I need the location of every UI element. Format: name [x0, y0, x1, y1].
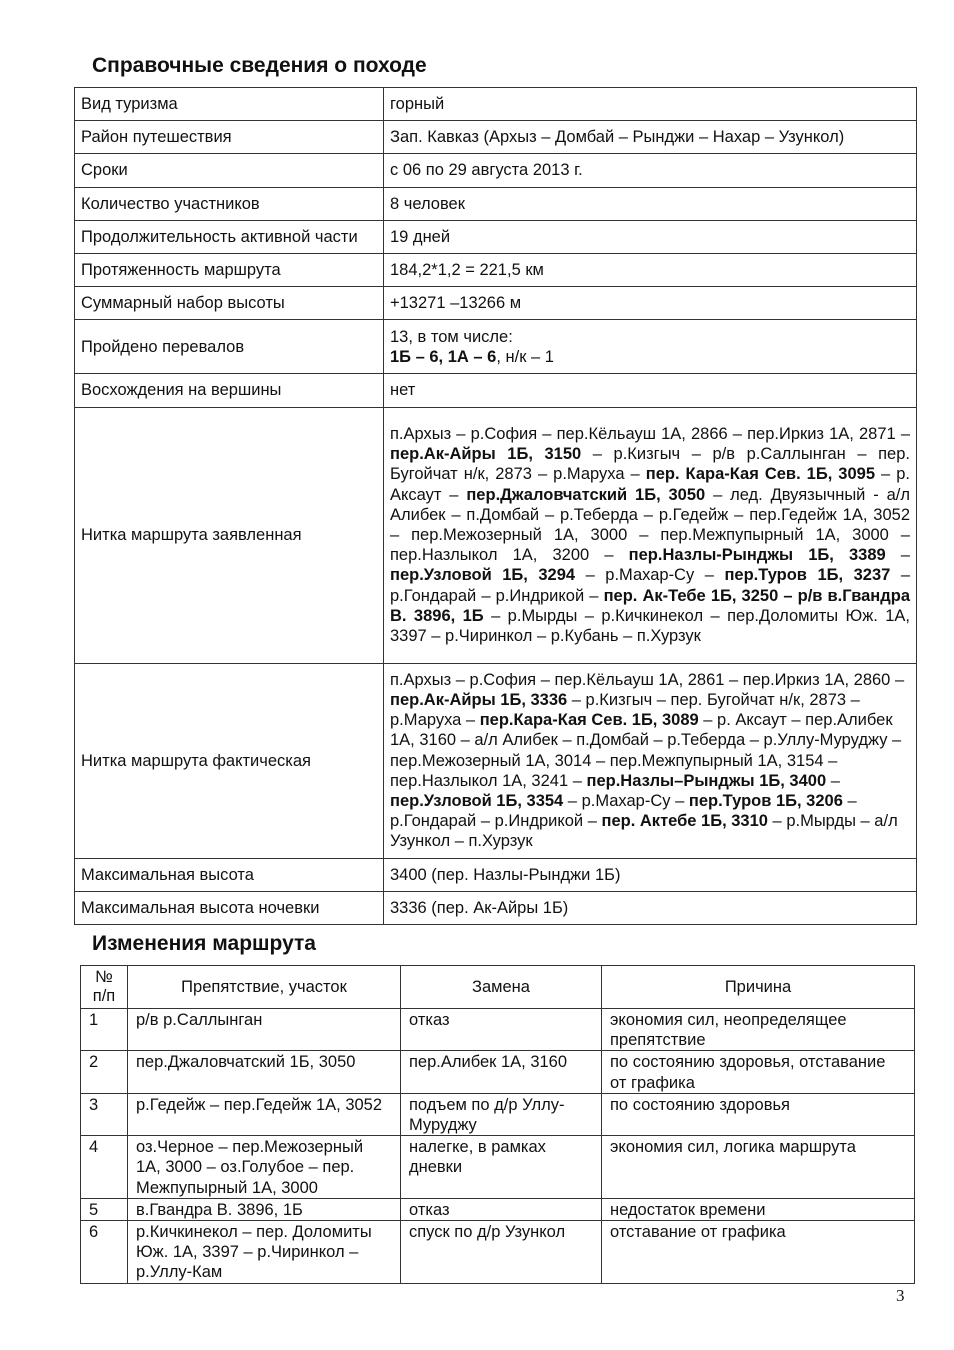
page-number: 3 — [896, 1286, 905, 1305]
cell-num: 2 — [81, 1051, 128, 1093]
cell-replacement: спуск по д/р Узункол — [401, 1221, 602, 1284]
table-row — [81, 1093, 915, 1135]
row-label: Максимальная высота — [75, 858, 384, 891]
table-row — [75, 320, 917, 374]
row-label: Максимальная высота ночевки — [75, 891, 384, 924]
table-row — [75, 891, 917, 924]
passes-breakdown-bold: 1Б – 6, 1А – 6 — [390, 347, 497, 366]
table-row — [81, 1009, 915, 1051]
table-row — [75, 121, 917, 154]
row-label: Протяженность маршрута — [75, 254, 384, 287]
cell-obstacle: в.Гвандра В. 3896, 1Б — [128, 1198, 401, 1220]
row-label: Нитка маршрута фактическая — [75, 663, 384, 858]
row-label: Продолжительность активной части — [75, 220, 384, 253]
cell-num: 6 — [81, 1221, 128, 1284]
cell-reason: недостаток времени — [602, 1198, 915, 1220]
table-row — [75, 407, 917, 663]
section-title-changes: Изменения маршрута — [92, 932, 316, 955]
cell-num: 3 — [81, 1093, 128, 1135]
row-label: Суммарный набор высоты — [75, 287, 384, 320]
cell-obstacle: р/в р.Саллынган — [128, 1009, 401, 1051]
passes-total: 13, в том числе: — [390, 327, 513, 346]
row-value: 3336 (пер. Ак-Айры 1Б) — [384, 891, 917, 924]
cell-obstacle: оз.Черное – пер.Межозерный 1А, 3000 – оз.Голубое – пер. Межпупырный 1А, 3000 — [128, 1136, 401, 1199]
table-row — [81, 1221, 915, 1284]
trip-info-table — [74, 87, 917, 925]
col-header-obstacle: Препятствие, участок — [128, 966, 401, 1009]
cell-replacement: отказ — [401, 1009, 602, 1051]
row-value — [384, 320, 917, 374]
row-value: Зап. Кавказ (Архыз – Домбай – Рынджи – Нахар – Узункол) — [384, 121, 917, 154]
passes-breakdown: , н/к – 1 — [496, 347, 554, 366]
row-label: Количество участников — [75, 187, 384, 220]
table-row — [75, 88, 917, 121]
cell-obstacle: р.Гедейж – пер.Гедейж 1А, 3052 — [128, 1093, 401, 1135]
cell-reason: по состоянию здоровья — [602, 1093, 915, 1135]
table-row — [75, 287, 917, 320]
row-value: нет — [384, 374, 917, 407]
row-value: 8 человек — [384, 187, 917, 220]
row-label: Восхождения на вершины — [75, 374, 384, 407]
cell-num: 5 — [81, 1198, 128, 1220]
cell-replacement: пер.Алибек 1А, 3160 — [401, 1051, 602, 1093]
cell-num: 4 — [81, 1136, 128, 1199]
row-label: Район путешествия — [75, 121, 384, 154]
row-label: Сроки — [75, 154, 384, 187]
row-value: с 06 по 29 августа 2013 г. — [384, 154, 917, 187]
row-value: +13271 –13266 м — [384, 287, 917, 320]
col-header-num: № п/п — [81, 966, 128, 1009]
cell-reason: по состоянию здоровья, отставание от графика — [602, 1051, 915, 1093]
table-row — [75, 663, 917, 858]
row-label: Нитка маршрута заявленная — [75, 407, 384, 663]
row-value: 3400 (пер. Назлы-Рынджи 1Б) — [384, 858, 917, 891]
table-row — [81, 1198, 915, 1220]
route-actual: п.Архыз – р.София – пер.Кёльауш 1А, 2861 – пер.Иркиз 1А, 2860 – пер.Ак-Айры 1Б, 3336 – р.Кизгыч – пер. Бугойчат н/к, 2873 – р.Маруха – пер.Кара-Кая Сев. 1Б, 3089 – р. Аксаут – пер.Алибек 1А, 3160 – а/л Алибек – п.Домбай – р.Теберда – р.Уллу-Муруджу – пер.Межозерный 1А, 3014 – пер.Межпупырный 1А, 3154 – пер.Назлыкол 1А, 3241 – пер.Назлы–Рынджы 1Б, 3400 – пер.Узловой 1Б, 3354 – р.Махар-Су – пер.Туров 1Б, 3206 – р.Гондарай – р.Индрикой – пер. Актебе 1Б, 3310 – р.Мырды – а/л Узункол – п.Хурзук — [384, 663, 917, 858]
row-value: 184,2*1,2 = 221,5 км — [384, 254, 917, 287]
table-row — [75, 858, 917, 891]
table-header-row — [81, 966, 915, 1009]
table-row — [75, 254, 917, 287]
row-value: 19 дней — [384, 220, 917, 253]
cell-replacement: отказ — [401, 1198, 602, 1220]
cell-replacement: подъем по д/р Уллу-Муруджу — [401, 1093, 602, 1135]
cell-reason: экономия сил, логика маршрута — [602, 1136, 915, 1199]
table-row — [75, 374, 917, 407]
table-row — [81, 1051, 915, 1093]
cell-obstacle: р.Кичкинекол – пер. Доломиты Юж. 1А, 3397 – р.Чиринкол – р.Уллу-Кам — [128, 1221, 401, 1284]
cell-replacement: налегке, в рамках дневки — [401, 1136, 602, 1199]
route-planned: п.Архыз – р.София – пер.Кёльауш 1А, 2866 – пер.Иркиз 1А, 2871 – пер.Ак-Айры 1Б, 3150 – р.Кизгыч – р/в р.Саллынган – пер. Бугойчат н/к, 2873 – р.Маруха – пер. Кара-Кая Сев. 1Б, 3095 – р. Аксаут – пер.Джаловчатский 1Б, 3050 – лед. Двуязычный - а/л Алибек – п.Домбай – р.Теберда – р.Гедейж – пер.Гедейж 1А, 3052 – пер.Межозерный 1А, 3000 – пер.Межпупырный 1А, 3000 – пер.Назлыкол 1А, 3200 – пер.Назлы-Рынджы 1Б, 3389 – пер.Узловой 1Б, 3294 – р.Махар-Су – пер.Туров 1Б, 3237 – р.Гондарай – р.Индрикой – пер. Ак-Тебе 1Б, 3250 – р/в в.Гвандра В. 3896, 1Б – р.Мырды – р.Кичкинекол – пер.Доломиты Юж. 1А, 3397 – р.Чиринкол – р.Кубань – п.Хурзук — [384, 407, 917, 663]
col-header-reason: Причина — [602, 966, 915, 1009]
cell-obstacle: пер.Джаловчатский 1Б, 3050 — [128, 1051, 401, 1093]
table-row — [75, 154, 917, 187]
row-value: горный — [384, 88, 917, 121]
cell-num: 1 — [81, 1009, 128, 1051]
table-row — [75, 220, 917, 253]
table-row — [81, 1136, 915, 1199]
cell-reason: экономия сил, неопределящее препятствие — [602, 1009, 915, 1051]
cell-reason: отставание от графика — [602, 1221, 915, 1284]
section-title-info: Справочные сведения о походе — [92, 54, 427, 77]
table-row — [75, 187, 917, 220]
row-label: Вид туризма — [75, 88, 384, 121]
col-header-replacement: Замена — [401, 966, 602, 1009]
row-label: Пройдено перевалов — [75, 320, 384, 374]
route-changes-table — [80, 965, 915, 1284]
